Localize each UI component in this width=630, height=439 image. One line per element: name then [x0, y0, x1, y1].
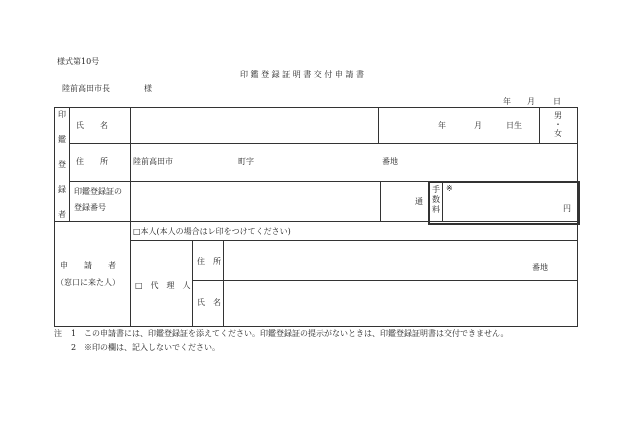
card-number-label-2: 登録番号 [74, 203, 106, 212]
birth-year-label: 年 [438, 121, 446, 130]
note-1: この申請書には、印鑑登録証を添えてください。印鑑登録証の提示がないときは、印鑑登録証明書は交付できません。 [84, 329, 509, 338]
date-day-label: 日 [553, 97, 561, 106]
address-city: 陸前高田市 [133, 157, 173, 166]
gender-select[interactable]: 男 ・ 女 [554, 111, 562, 138]
notes-prefix: 注 [54, 329, 62, 338]
address-label: 住 所 [76, 157, 108, 166]
applicant-label: 申 請 者 [60, 261, 116, 270]
addressee: 陸前高田市長 [62, 84, 110, 93]
date-month-label: 月 [527, 97, 535, 106]
note-2-number: 2 [71, 343, 77, 352]
applicant-sublabel: （窓口に来た人） [56, 278, 120, 287]
column-divider [192, 240, 193, 326]
date-year-label: 年 [503, 97, 511, 106]
name-label: 氏 名 [76, 121, 108, 130]
column-divider [223, 240, 224, 326]
note-2: ※印の欄は、記入しないでください。 [84, 343, 220, 352]
name-field[interactable] [132, 109, 376, 141]
applicant-address-field[interactable] [226, 243, 574, 278]
applicant-name-field[interactable] [226, 283, 574, 323]
applicant-address-label: 住 所 [197, 257, 221, 266]
form-title: 印 鑑 登 録 証 明 書 交 付 申 請 書 [240, 70, 364, 79]
fee-unit-label: 円 [563, 204, 571, 213]
column-divider [130, 107, 131, 326]
fee-divider [442, 182, 443, 221]
addressee-honorific: 様 [144, 84, 152, 93]
fee-mark: ※ [446, 184, 453, 193]
row-divider [69, 143, 577, 144]
column-divider [380, 181, 381, 221]
row-divider [192, 280, 577, 281]
fee-label: 手 数 料 [432, 185, 440, 214]
registrant-side-label: 印 鑑 登 録 者 [58, 110, 66, 219]
row-divider [130, 240, 577, 241]
form-number: 様式第10号 [57, 57, 100, 66]
birth-month-label: 月 [474, 121, 482, 130]
note-1-number: 1 [71, 329, 77, 338]
address-lot-label: 番地 [382, 157, 398, 166]
card-number-field[interactable] [132, 184, 378, 219]
applicant-name-label: 氏 名 [197, 298, 221, 307]
applicant-address-lot: 番地 [532, 263, 548, 272]
copies-unit-label: 通 [415, 197, 423, 206]
self-checkbox[interactable]: □本人(本人の場合はレ印をつけてください) [133, 227, 291, 236]
column-divider [69, 107, 70, 221]
card-number-label: 印鑑登録証の [74, 187, 122, 196]
birth-day-label: 日生 [506, 121, 522, 130]
column-divider [378, 107, 379, 144]
column-divider [539, 107, 540, 144]
address-town-label: 町字 [238, 157, 254, 166]
agent-checkbox[interactable]: □ 代 理 人 [135, 281, 191, 290]
